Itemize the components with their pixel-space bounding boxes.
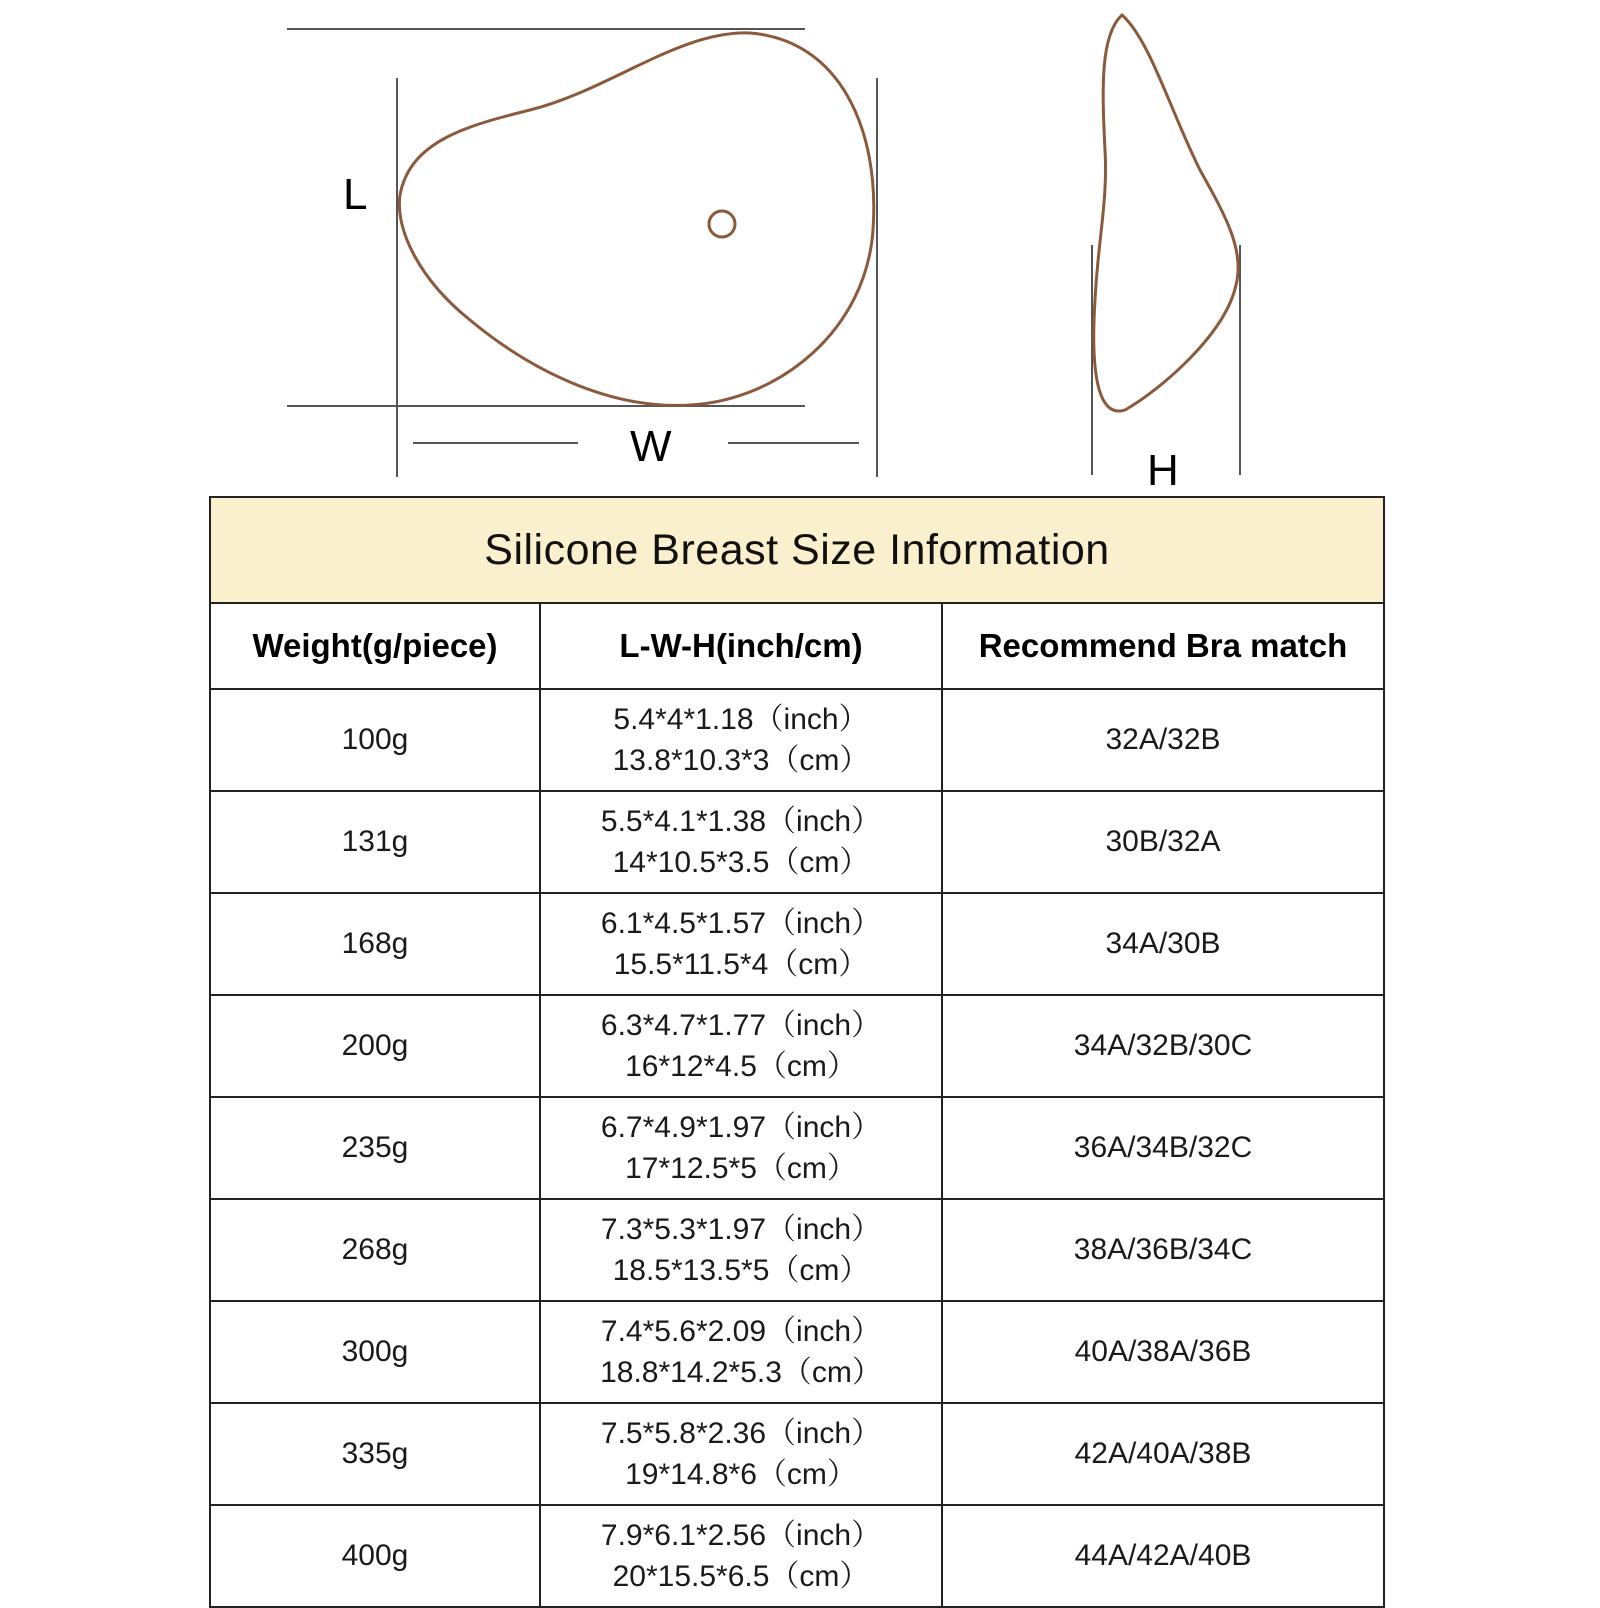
bra-match-cell: 38A/36B/34C [942, 1199, 1384, 1301]
bra-match-cell: 32A/32B [942, 689, 1384, 791]
dimensions-inch: 7.5*5.8*2.36（inch） [600, 1417, 882, 1450]
table-row [210, 1199, 1384, 1301]
table-row [210, 995, 1384, 1097]
dimensions-cell [540, 893, 942, 995]
dimensions-cm: 19*14.8*6（cm） [625, 1458, 857, 1491]
weight-cell: 335g [210, 1403, 540, 1505]
weight-cell: 200g [210, 995, 540, 1097]
bra-match-cell: 30B/32A [942, 791, 1384, 893]
dimensions-cm: 13.8*10.3*3（cm） [612, 744, 870, 777]
front-view-outline [399, 33, 873, 406]
title-row [210, 497, 1384, 603]
dimensions-cell [540, 1301, 942, 1403]
bra-match-cell: 44A/42A/40B [942, 1505, 1384, 1607]
dimensions-cell [540, 1199, 942, 1301]
dimensions-inch: 6.1*4.5*1.57（inch） [600, 907, 882, 940]
dimensions-inch: 5.5*4.1*1.38（inch） [600, 805, 882, 838]
side-view-outline [1094, 15, 1238, 411]
bra-match-cell: 40A/38A/36B [942, 1301, 1384, 1403]
dimensions-cm: 16*12*4.5（cm） [625, 1050, 857, 1083]
dimensions-cell [540, 689, 942, 791]
size-table [209, 496, 1385, 1608]
table-row [210, 791, 1384, 893]
table-row [210, 1403, 1384, 1505]
dimensions-inch: 7.4*5.6*2.09（inch） [600, 1315, 882, 1348]
dimensions-cm: 14*10.5*3.5（cm） [612, 846, 870, 879]
weight-cell: 100g [210, 689, 540, 791]
weight-cell: 300g [210, 1301, 540, 1403]
table-row [210, 1505, 1384, 1607]
dimensions-cm: 18.8*14.2*5.3（cm） [600, 1356, 882, 1389]
dimensions-cell [540, 1403, 942, 1505]
dimensions-cm: 18.5*13.5*5（cm） [612, 1254, 870, 1287]
table-title: Silicone Breast Size Information [210, 497, 1384, 603]
dimensions-cm: 17*12.5*5（cm） [625, 1152, 857, 1185]
dimensions-cell [540, 1505, 942, 1607]
table-row [210, 689, 1384, 791]
header-dimensions: L-W-H(inch/cm) [540, 603, 942, 689]
dimensions-inch: 5.4*4*1.18（inch） [613, 703, 869, 736]
bra-match-cell: 42A/40A/38B [942, 1403, 1384, 1505]
weight-cell: 268g [210, 1199, 540, 1301]
header-bra-match: Recommend Bra match [942, 603, 1384, 689]
dimensions-cm: 20*15.5*6.5（cm） [612, 1560, 870, 1593]
dimensions-inch: 6.7*4.9*1.97（inch） [600, 1111, 882, 1144]
weight-cell: 400g [210, 1505, 540, 1607]
bra-match-cell: 34A/30B [942, 893, 1384, 995]
weight-cell: 168g [210, 893, 540, 995]
dimensions-inch: 6.3*4.7*1.77（inch） [600, 1009, 882, 1042]
nipple-icon [709, 211, 735, 237]
height-label: H [1147, 446, 1179, 495]
weight-cell: 131g [210, 791, 540, 893]
dimensions-cell [540, 791, 942, 893]
dimensions-inch: 7.3*5.3*1.97（inch） [600, 1213, 882, 1246]
bra-match-cell: 36A/34B/32C [942, 1097, 1384, 1199]
width-label: W [630, 422, 672, 471]
header-weight: Weight(g/piece) [210, 603, 540, 689]
bra-match-cell: 34A/32B/30C [942, 995, 1384, 1097]
header-row [210, 603, 1384, 689]
length-label: L [343, 170, 368, 219]
dimensions-cm: 15.5*11.5*4（cm） [613, 948, 869, 981]
table-row [210, 893, 1384, 995]
table-row [210, 1301, 1384, 1403]
weight-cell: 235g [210, 1097, 540, 1199]
dimensions-cell [540, 1097, 942, 1199]
dimensions-inch: 7.9*6.1*2.56（inch） [600, 1519, 882, 1552]
size-diagram [0, 0, 1600, 495]
dimensions-cell [540, 995, 942, 1097]
table-row [210, 1097, 1384, 1199]
